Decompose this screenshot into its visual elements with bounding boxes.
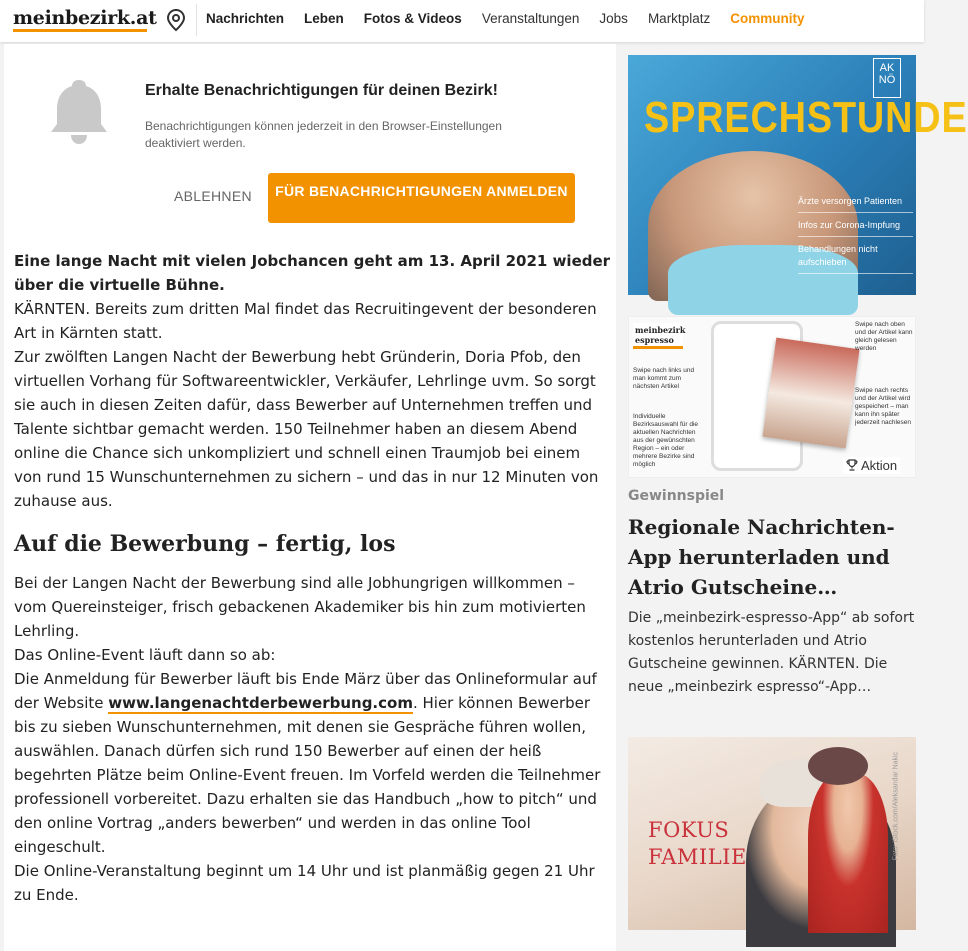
- article-text: . Hier können Bewerber bis zu sieben Wunschunternehmen, mit denen sie Gespräche führen wollen, auswählen. Danach dürfen sich rund 150 Bewerber auf einen der heiß begehrten Plätze beim Online-Event freuen. Im Vorfeld werden die Teilnehmer professionell vorbereitet. Dazu erhalten sie das Handbuch „how to pitch“ und den online Vortrag „anders bewerben“ und werden in das online Tool eingeschult.: [14, 694, 601, 856]
- nav-item-veranstaltungen[interactable]: Veranstaltungen: [481, 11, 580, 26]
- sidebar-kicker: Gewinnspiel: [628, 488, 725, 504]
- notification-title: Erhalte Benachrichtigungen für deinen Bezirk!: [145, 82, 498, 99]
- logo-underline: [13, 29, 147, 32]
- website-link[interactable]: www.langenachtderbewerbung.com: [108, 694, 413, 712]
- article-lead: Eine lange Nacht mit vielen Jobchancen geht am 13. April 2021 wieder über die virtuelle Bühne.: [14, 252, 611, 294]
- aktion-label: Aktion: [861, 458, 898, 473]
- swipe-up-note: Swipe nach oben und der Artikel kann gleich gelesen werden: [855, 321, 913, 352]
- article-paragraph: Bei der Langen Nacht der Bewerbung sind alle Jobhungrigen willkommen – vom Quereinsteiger, frisch gebackenen Akademiker bis hin zum motivierten Lehrling.: [14, 574, 586, 640]
- child-image: [808, 773, 888, 933]
- sidebar-article-title[interactable]: Regionale Nachrichten-App herunterladen und Atrio Gutscheine…: [628, 515, 895, 599]
- notification-prompt: [4, 44, 616, 240]
- ad-title-line: FOKUS: [648, 818, 730, 842]
- nav-item-marktplatz[interactable]: Marktplatz: [647, 11, 711, 26]
- article-card-image: [762, 338, 859, 449]
- aktion-badge: [843, 457, 900, 474]
- espresso-app-teaser-image[interactable]: [628, 316, 916, 478]
- site-logo[interactable]: meinbezirk.at: [13, 7, 157, 29]
- ad-sprechstunde[interactable]: [628, 55, 968, 295]
- trophy-icon: [846, 459, 858, 471]
- nav-item-leben[interactable]: Leben: [304, 11, 344, 26]
- notification-description: Benachrichtigungen können jederzeit in den Browser-Einstellungen deaktiviert werden.: [145, 119, 502, 150]
- decline-button[interactable]: ABLEHNEN: [174, 188, 252, 204]
- subscribe-notifications-button[interactable]: FÜR BENACHRICHTIGUNGEN ANMELDEN: [268, 173, 575, 223]
- ad-fokus-familie[interactable]: [628, 737, 916, 930]
- bell-icon: [48, 76, 110, 146]
- nav-divider: [196, 4, 197, 36]
- article-paragraph: [14, 667, 612, 859]
- ad-title: SPRECHSTUNDE: [644, 93, 968, 142]
- location-pin-icon[interactable]: [166, 9, 186, 31]
- article-paragraph: Die Online-Veranstaltung beginnt um 14 Uhr und ist planmäßig gegen 21 Uhr zu Ende.: [14, 862, 595, 904]
- ad-bullet-list: [798, 195, 913, 280]
- nav-item-fotos-videos[interactable]: Fotos & Videos: [363, 11, 462, 26]
- child-hat-image: [808, 747, 868, 785]
- photo-credit: Foto: iStock.com/Aleksandar Nakic: [892, 751, 900, 861]
- ad-title-line: FAMILIE: [648, 845, 747, 869]
- article-paragraph: Das Online-Event läuft dann so ab:: [14, 646, 276, 664]
- ak-logo: AK NÖ: [873, 58, 901, 98]
- sidebar-article-teaser[interactable]: Die „meinbezirk-espresso-App“ ab sofort kostenlos herunterladen und Atrio Gutscheine gewinnen. KÄRNTEN. Die neue „meinbezirk espresso“-App…: [628, 610, 915, 695]
- ad-bullet: Infos zur Corona-Impfung: [798, 219, 913, 237]
- nav-item-jobs[interactable]: Jobs: [599, 11, 628, 26]
- ad-title: [648, 817, 747, 871]
- espresso-brand: meinbezirk espresso: [633, 323, 683, 349]
- ad-bullet: Behandlungen nicht aufschieben: [798, 243, 913, 274]
- article-text: Die Anmeldung für Bewerber läuft bis Ende März über das Onlineformular auf der Website: [14, 670, 597, 712]
- region-note: Individuelle Bezirksauswahl für die aktuellen Nachrichten aus der gewünschten Region – ein oder mehrere Bezirke sind möglich: [633, 413, 699, 468]
- nav-item-community[interactable]: Community: [730, 11, 805, 26]
- top-navigation: [0, 0, 924, 42]
- swipe-left-note: Swipe nach links und man kommt zum nächsten Artikel: [633, 367, 695, 390]
- article-subheading: Auf die Bewerbung – fertig, los: [14, 531, 396, 557]
- swipe-right-note: Swipe nach rechts und der Artikel wird gespeichert – man kann ihn später jederzeit nachlesen: [855, 387, 912, 426]
- main-column: [4, 44, 616, 951]
- article-body: [14, 249, 612, 907]
- article-paragraph: KÄRNTEN. Bereits zum dritten Mal findet das Recruitingevent der besonderen Art in Kärnten statt.: [14, 300, 597, 342]
- ad-bullet: Ärzte versorgen Patienten: [798, 195, 913, 213]
- main-nav: [206, 11, 824, 26]
- article-paragraph: Zur zwölften Langen Nacht der Bewerbung hebt Gründerin, Doria Pfob, den virtuellen Vorhang für Softwareentwickler, Verkäufer, Lehrlinge uvm. So sorgt sie auch in diesen Zeiten dafür, dass Bewerber auf Unternehmen treffen und Talente sichtbar gemacht werden. 150 Teilnehmer haben an diesem Abend online die Chance sich unkompliziert und schnell einen Traumjob bei einem von rund 15 Wunschunternehmen zu sichern – und das in nur 12 Minuten von zuhause aus.: [14, 348, 599, 510]
- nav-item-nachrichten[interactable]: Nachrichten: [206, 11, 285, 26]
